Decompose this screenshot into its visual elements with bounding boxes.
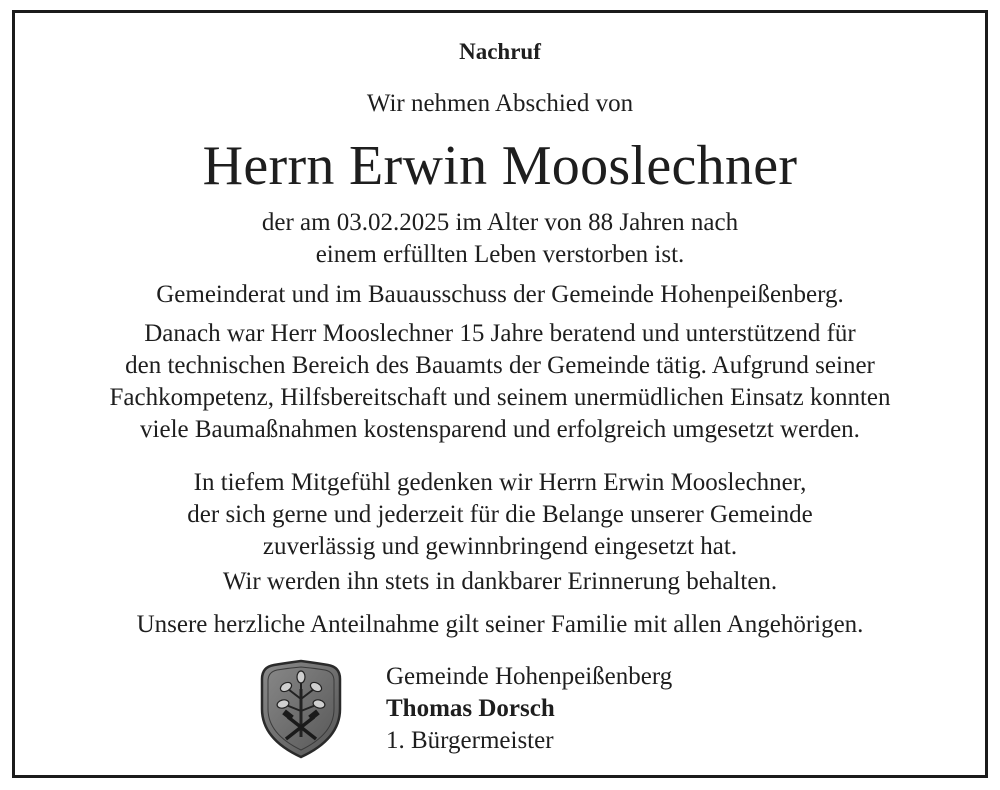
signature-person: Thomas Dorsch bbox=[386, 695, 555, 722]
coat-of-arms-icon bbox=[256, 659, 346, 759]
service-line: Fachkompetenz, Hilfsbereitschaft und seinem unermüdlichen Einsatz konnten bbox=[109, 384, 891, 411]
service-paragraph bbox=[15, 318, 985, 446]
notice-heading: Nachruf bbox=[459, 39, 541, 64]
farewell-intro: Wir nehmen Abschied von bbox=[366, 90, 634, 117]
council-line: Gemeinderat und im Bauausschuss der Gemeinde Hohenpeißenberg. bbox=[156, 281, 844, 308]
signature-organization: Gemeinde Hohenpeißenberg bbox=[386, 663, 673, 690]
deceased-name: Herrn Erwin Mooslechner bbox=[202, 135, 798, 197]
condolence-line: Unsere herzliche Anteilnahme gilt seiner Familie mit allen Angehörigen. bbox=[136, 611, 864, 638]
remembrance-line: Wir werden ihn stets in dankbarer Erinnerung behalten. bbox=[222, 568, 778, 595]
service-line: viele Baumaßnahmen kostensparend und erfolgreich umgesetzt werden. bbox=[140, 416, 860, 443]
service-line: den technischen Bereich des Bauamts der Gemeinde tätig. Aufgrund seiner bbox=[125, 352, 875, 379]
sympathy-line: In tiefem Mitgefühl gedenken wir Herrn Erwin Mooslechner, bbox=[193, 469, 807, 496]
obituary-notice bbox=[12, 10, 988, 778]
death-line: der am 03.02.2025 im Alter von 88 Jahren nach bbox=[261, 209, 739, 236]
sympathy-line: zuverlässig und gewinnbringend eingesetzt hat. bbox=[262, 533, 738, 560]
sympathy-line: der sich gerne und jederzeit für die Belange unserer Gemeinde bbox=[187, 501, 813, 528]
council-paragraph bbox=[15, 279, 985, 311]
service-line: Danach war Herr Mooslechner 15 Jahre beratend und unterstützend für bbox=[144, 320, 856, 347]
signature-title: 1. Bürgermeister bbox=[386, 727, 554, 754]
sympathy-paragraph bbox=[15, 467, 985, 563]
signature-block bbox=[386, 661, 672, 757]
death-details bbox=[15, 207, 985, 271]
death-line: einem erfüllten Leben verstorben ist. bbox=[315, 241, 685, 268]
